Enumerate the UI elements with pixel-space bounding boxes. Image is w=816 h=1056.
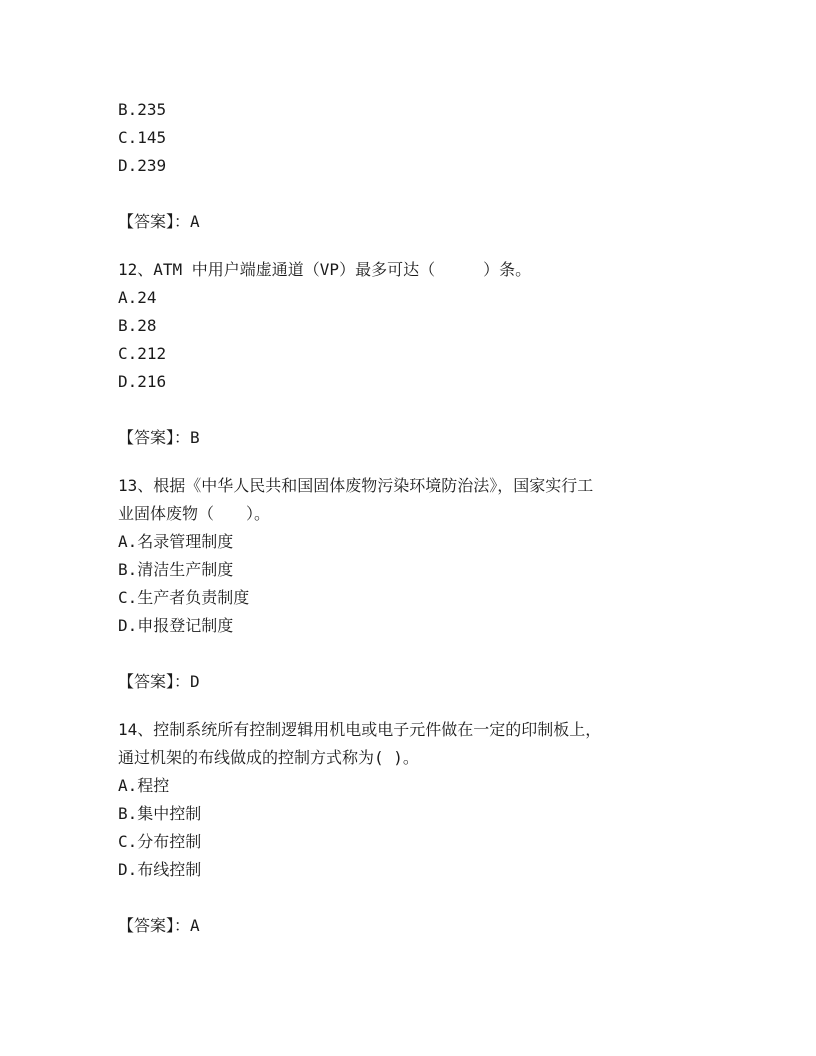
option-d: D.申报登记制度 xyxy=(118,616,234,635)
option-b: B.清洁生产制度 xyxy=(118,560,234,579)
exam-page xyxy=(118,96,698,940)
option-d: D.布线控制 xyxy=(118,860,202,879)
option-a: A.名录管理制度 xyxy=(118,532,234,551)
question-13 xyxy=(118,472,698,640)
option-c: C.分布控制 xyxy=(118,832,202,851)
answer-13: 【答案】：D xyxy=(118,672,200,691)
option-b: B.集中控制 xyxy=(118,804,202,823)
option-b: B.28 xyxy=(118,316,157,335)
answer-12: 【答案】：B xyxy=(118,428,200,447)
answer-14: 【答案】：A xyxy=(118,916,200,935)
option-c: C.212 xyxy=(118,344,167,363)
question-12-stem: 12、ATM 中用户端虚通道（VP）最多可达（ ）条。 xyxy=(118,260,532,279)
question-14 xyxy=(118,716,698,884)
option-d: D.216 xyxy=(118,372,167,391)
question-14-stem-line1: 14、控制系统所有控制逻辑用机电或电子元件做在一定的印制板上， xyxy=(118,720,602,739)
option-a: A.24 xyxy=(118,288,157,307)
answer-11: 【答案】：A xyxy=(118,212,200,231)
option-d: D.239 xyxy=(118,156,167,175)
option-a: A.程控 xyxy=(118,776,170,795)
option-c: C.145 xyxy=(118,128,167,147)
question-11-options xyxy=(118,96,698,180)
option-b: B.235 xyxy=(118,100,167,119)
question-12 xyxy=(118,256,698,396)
question-14-stem-line2: 通过机架的布线做成的控制方式称为( )。 xyxy=(118,748,419,767)
question-13-stem-line2: 业固体废物（ ）。 xyxy=(118,504,271,523)
option-c: C.生产者负责制度 xyxy=(118,588,250,607)
question-13-stem-line1: 13、根据《中华人民共和国固体废物污染环境防治法》，国家实行工 xyxy=(118,476,594,495)
